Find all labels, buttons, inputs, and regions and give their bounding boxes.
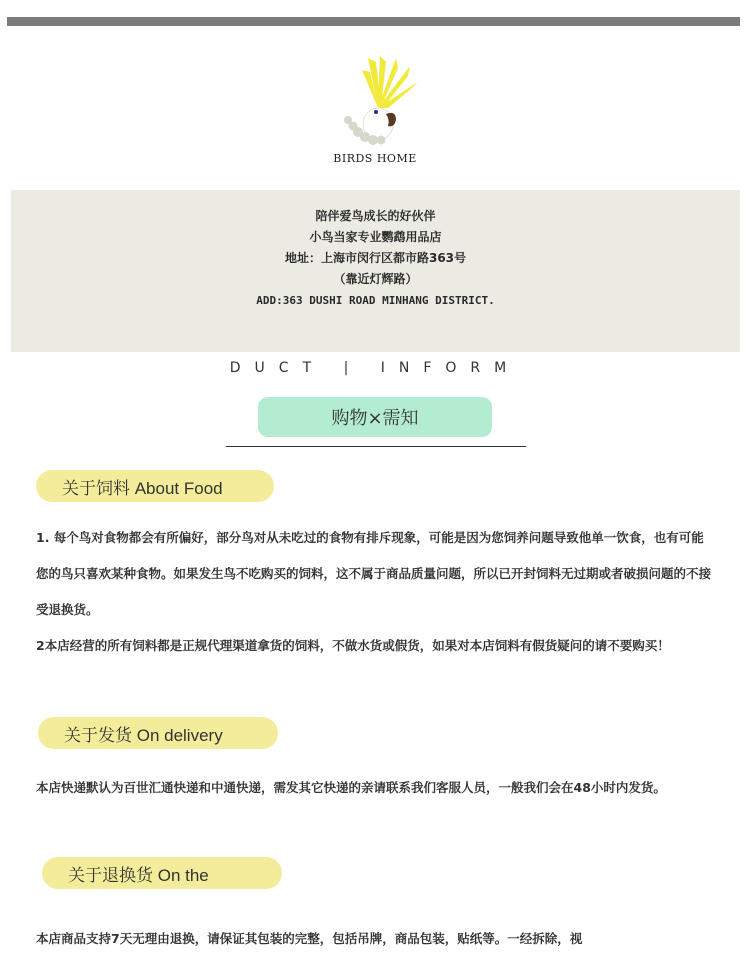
slogan: 陪伴爱鸟成长的好伙伴 — [315, 209, 436, 223]
food-section-title: 关于饲料 About Food — [36, 470, 274, 502]
top-bar — [7, 17, 740, 26]
address-english: ADD:363 DUSHI ROAD MINHANG DISTRICT. — [256, 294, 495, 307]
divider — [226, 446, 526, 447]
address: 地址：上海市闵行区都市路363号 — [284, 251, 467, 265]
food-paragraph-2: 2本店经营的所有饲料都是正规代理渠道拿货的饲料，不做水货或假货，如果对本店饲料有假货疑问的请不要购买！ — [36, 638, 670, 653]
returns-paragraph: 本店商品支持7天无理由退换，请保证其包装的完整，包括吊牌，商品包装，贴纸等。一经拆除，视 — [36, 931, 583, 946]
cockatoo-logo-icon — [320, 48, 430, 148]
delivery-section-title: 关于发货 On delivery — [38, 717, 278, 749]
delivery-paragraph: 本店快递默认为百世汇通快递和中通快递，需发其它快递的亲请联系我们客服人员，一般我们会在48小时内发货。 — [36, 780, 666, 795]
food-paragraph-1: 1. 每个鸟对食物都会有所偏好，部分鸟对从未吃过的食物有排斥现象，可能是因为您饲养问题导致他单一饮食，也有可能您的鸟只喜欢某种食物。如果发生鸟不吃购买的饲料，这不属于商品质量问题，所以已开封饲料无过期或者破损问题的不接受退换货。 — [36, 530, 712, 617]
section-subheading: DUCT | INFORM — [229, 360, 521, 376]
shopping-notice-title: 购物×需知 — [258, 397, 492, 437]
address-note: （靠近灯辉路） — [333, 272, 418, 286]
store-name: 小鸟当家专业鹦鹉用品店 — [309, 230, 442, 244]
brand-name: BIRDS HOME — [333, 152, 417, 165]
returns-section-title: 关于退换货 On the — [42, 857, 282, 889]
store-info-panel — [11, 190, 740, 352]
